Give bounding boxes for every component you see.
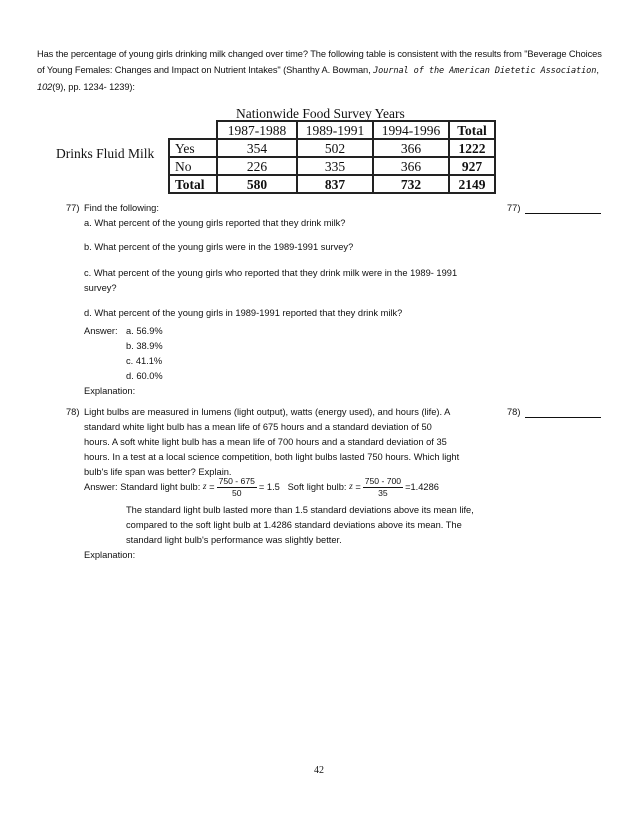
- table-corner-cell: [169, 121, 217, 139]
- table-cell: 502: [297, 139, 373, 157]
- table-cell: 1222: [449, 139, 495, 157]
- question-77-part-a: a. What percent of the young girls reported that they drink milk?: [84, 218, 346, 228]
- z-variable: z: [349, 481, 353, 492]
- question-78-answer-line[interactable]: [525, 417, 601, 418]
- intro-text-pages: (9), pp. 1234- 1239):: [52, 82, 135, 92]
- fraction-denominator: 50: [231, 487, 242, 498]
- table-cell: 335: [297, 157, 373, 175]
- fraction-denominator: 35: [378, 487, 388, 498]
- table-cell: 354: [217, 139, 297, 157]
- page-number: 42: [314, 765, 324, 776]
- journal-volume: 102: [37, 82, 53, 92]
- table-cell: 226: [217, 157, 297, 175]
- fraction-numerator: 750 - 700: [364, 475, 402, 486]
- question-77-part-c-cont: survey?: [84, 283, 117, 293]
- table-row-header: Yes: [169, 139, 217, 157]
- table-header-cell: 1989-1991: [297, 121, 373, 139]
- intro-paragraph: [37, 46, 607, 95]
- question-77-answer-b: b. 38.9%: [126, 341, 163, 351]
- question-77-explanation-label: Explanation:: [84, 386, 136, 396]
- table-header-row: [169, 121, 495, 139]
- question-78-explanation-label: Explanation:: [84, 550, 136, 560]
- table-row: [169, 139, 495, 157]
- question-77-part-b: b. What percent of the young girls were in the 1989-1991 survey?: [84, 242, 354, 252]
- question-77-prompt: Find the following:: [84, 203, 159, 213]
- journal-name: Journal of the American Dietetic Association: [373, 66, 597, 76]
- question-78-line: hours. A soft white light bulb has a mean life of 700 hours and a standard deviation of 35: [84, 437, 447, 447]
- question-78-line: standard white light bulb has a mean life of 675 hours and a standard deviation of 50: [84, 422, 432, 432]
- question-77-answer-number: 77): [507, 203, 521, 213]
- question-77-part-c: c. What percent of the young girls who reported that they drink milk were in the 1989- 1991: [84, 268, 458, 278]
- fraction-numerator: 750 - 675: [218, 475, 255, 486]
- question-78-conclusion-line: standard light bulb's performance was slightly better.: [126, 535, 342, 545]
- standard-bulb-fraction: [217, 476, 257, 499]
- standard-bulb-label: Standard light bulb:: [120, 481, 201, 492]
- table-row-header: No: [169, 157, 217, 175]
- z-variable: z: [202, 481, 207, 492]
- question-78-answer-row: [84, 474, 439, 500]
- question-78-conclusion-line: The standard light bulb lasted more than 1.5 standard deviations above its mean life,: [126, 505, 474, 515]
- equals-sign: =: [355, 481, 361, 492]
- question-78-line: Light bulbs are measured in lumens (light output), watts (energy used), and hours (life). A: [84, 407, 451, 417]
- soft-bulb-result: =1.4286: [405, 481, 439, 492]
- intro-text: Has the percentage of young girls drinking milk changed over time? The following table is consistent with the results from "Beverage Choices of Young Females: Changes and Impact on Nutrient Intakes" (Shanthy A. Bowman,: [37, 49, 602, 75]
- intro-text-separator: ,: [596, 65, 599, 75]
- table-row-label: Drinks Fluid Milk: [56, 146, 155, 161]
- question-78-number: 78): [66, 407, 80, 417]
- question-78-line: bulb's life span was better? Explain.: [84, 467, 232, 477]
- question-78-line: hours. In a test at a local science competition, both light bulbs lasted 750 hours. Which light: [84, 452, 460, 462]
- question-77-answer-c: c. 41.1%: [126, 356, 163, 366]
- soft-bulb-fraction: [363, 476, 403, 499]
- question-77-answer-a: a. 56.9%: [126, 326, 163, 336]
- table-row: [169, 175, 495, 193]
- table-cell: 366: [373, 139, 449, 157]
- table-caption: Nationwide Food Survey Years: [236, 106, 405, 121]
- question-78-answer-label: Answer:: [84, 481, 118, 492]
- question-78-conclusion-line: compared to the soft light bulb at 1.4286 standard deviations above its mean. The: [126, 520, 462, 530]
- table-header-cell: 1994-1996: [373, 121, 449, 139]
- table-cell: 580: [217, 175, 297, 193]
- soft-bulb-label: Soft light bulb:: [287, 481, 347, 492]
- table-cell: 366: [373, 157, 449, 175]
- question-77-answer-line[interactable]: [525, 213, 601, 214]
- question-77-answer-label: Answer:: [84, 326, 118, 336]
- question-77-part-d: d. What percent of the young girls in 1989-1991 reported that they drink milk?: [84, 308, 403, 318]
- question-77-answer-d: d. 60.0%: [126, 371, 163, 381]
- survey-table: [168, 120, 496, 194]
- table-header-cell: 1987-1988: [217, 121, 297, 139]
- question-77-number: 77): [66, 203, 80, 213]
- table-header-cell: Total: [449, 121, 495, 139]
- table-cell: 732: [373, 175, 449, 193]
- standard-bulb-result: = 1.5: [258, 481, 280, 492]
- table-row: [169, 157, 495, 175]
- table-cell: 837: [297, 175, 373, 193]
- table-row-header: Total: [169, 175, 217, 193]
- table-cell: 2149: [449, 175, 495, 193]
- table-cell: 927: [449, 157, 495, 175]
- question-78-answer-number: 78): [507, 407, 521, 417]
- equals-sign: =: [209, 481, 215, 492]
